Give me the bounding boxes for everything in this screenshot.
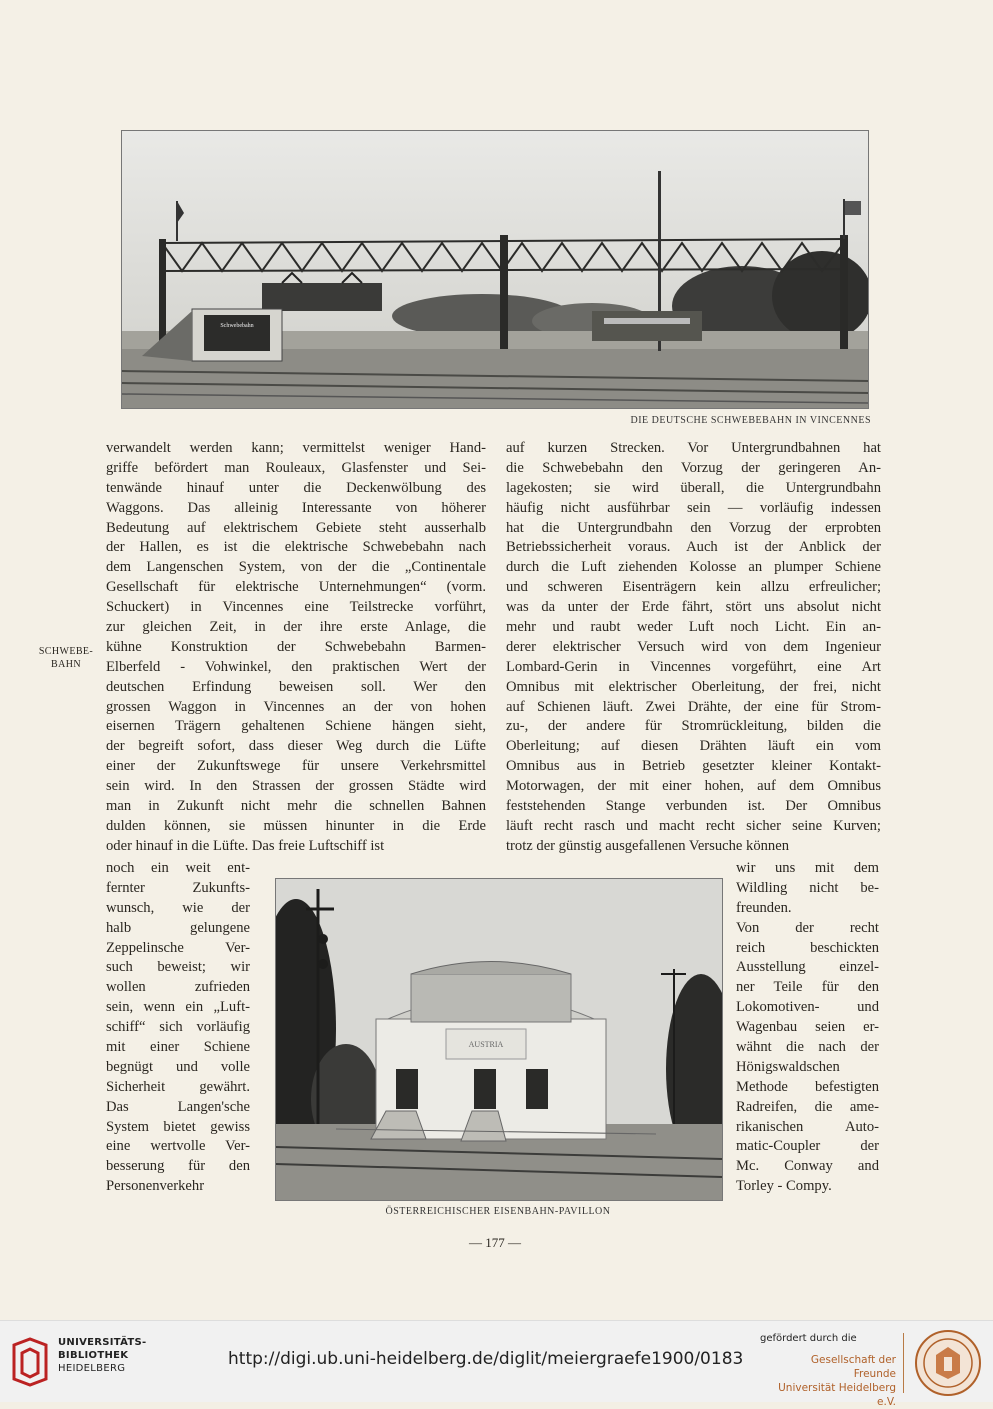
sponsor-name-line: Gesellschaft der Freunde [810,1354,896,1380]
text-line: hat die Untergrundbahn den Vorzug der erprobten [506,519,881,536]
text-line: Lokomotiven- und [736,999,879,1016]
text-line: feststehenden Stange verbunden ist. Der Omnibus [506,798,881,815]
text-line: grossen Waggon in Vincennes an der von hohen [106,698,486,715]
text-line: griffe befördert man Rouleaux, Glasfenster und Sei- [106,459,486,476]
text-line: Radreifen, die ame- [736,1098,879,1115]
pavilion-sign-text: AUSTRIA [468,1040,504,1049]
text-line: eine wertvolle Ver- [106,1138,250,1155]
text-line: Zeppelinsche Ver- [106,939,250,956]
library-name-line: UNIVERSITÄTS- [58,1337,147,1348]
library-name [58,1336,147,1375]
sponsor-label: gefördert durch die [760,1333,857,1344]
text-line: und schweren Eisenträgern kein allzu erfreulicher; [506,579,881,596]
text-line: Hönigswaldschen [736,1058,840,1075]
text-line: kühne Konstruktion der Schwebebahn Barmen- [106,638,486,655]
sponsor-name-line: Universität Heidelberg e.V. [778,1382,896,1408]
text-line: Sicherheit gewährt. [106,1078,250,1095]
right-column [506,439,881,857]
text-line: deutschen Erfindung beweisen soll. Wer den [106,678,486,695]
text-line: wollen zufrieden [106,979,250,996]
text-line: such beweist; wir [106,959,250,976]
text-line: derer elektrischer Versuch wird von dem Ingenieur [506,638,881,655]
text-line: Mc. Conway and [736,1158,879,1175]
text-line: der Hallen, es ist die elektrische Schwebebahn nach [106,539,486,556]
text-line: die Schwebebahn den Vorzug der geringeren An- [506,459,881,476]
text-line: ner Teile für den [736,979,879,996]
text-line: wähnt die nach der [736,1039,879,1056]
text-line: der begreift sofort, dass dieser Weg durch die Lüfte [106,738,486,755]
suspension-railway-photo [121,130,869,409]
permalink-url[interactable]: http://digi.ub.uni-heidelberg.de/diglit/meiergraefe1900/0183 [228,1349,744,1369]
text-line: mit einer Schiene [106,1039,250,1056]
photo1-caption: DIE DEUTSCHE SCHWEBEBAHN IN VINCENNES [630,415,871,426]
text-line: Von der recht [736,919,879,936]
text-line: schiff“ sich vorläufig [106,1019,250,1036]
text-line: freunden. [736,899,792,916]
text-line: halb gelungene [106,919,250,936]
text-line: mehr und raubt weder Luft noch Licht. Ein an- [506,619,881,636]
library-name-line: BIBLIOTHEK [58,1350,129,1361]
footer-bar [0,1320,993,1408]
footer-divider [903,1333,904,1393]
text-line: matic-Coupler der [736,1138,879,1155]
station-sign-text: Schwebebahn [220,323,254,329]
text-line: Gesellschaft für elektrische Unternehmungen“ (vorm. [106,579,486,596]
text-line: durch die Luft ziehenden Kolosse an plumper Schiene [506,559,881,576]
left-wrap-column [106,859,250,1197]
text-line: auf Schienen läuft. Zwei Drähte, der eine für Strom- [506,698,881,715]
text-line: Personenverkehr [106,1178,205,1195]
university-seal-icon [914,1329,982,1397]
text-line: läuft recht rasch und macht recht sicher seine Kurven; [506,817,881,834]
text-line: auf kurzen Strecken. Vor Untergrundbahnen hat [506,440,881,456]
library-name-line: HEIDELBERG [58,1363,126,1374]
text-line: Oberleitung; auf diesen Drähten läuft ein vom [506,738,881,755]
text-line: wir uns mit dem [736,860,879,876]
text-line: oder hinauf in die Lüfte. Das freie Luftschiff ist [106,837,385,854]
right-wrap-column [736,859,879,1197]
text-line: Lombard-Gerin in Vincennes vorgeführt, eine Art [506,658,881,675]
pavilion-photo [275,878,723,1201]
text-line: Methode befestigten [736,1078,879,1095]
marginal-line: SCHWEBE- [38,646,94,657]
text-line: zu-, der andere für Stromrückleitung, bilden die [506,718,881,735]
text-line: rikanischen Auto- [736,1118,879,1135]
text-line: Das Langen'sche [106,1098,250,1115]
text-line: eisernen Trägern gehaltenen Schiene hängen sieht, [106,718,486,735]
university-library-logo-icon [8,1335,52,1387]
page-number: — 177 — [469,1235,521,1250]
text-line: trotz der günstig ausgefallenen Versuche können [506,837,790,854]
text-line: tenwände hinauf unter die Deckenwölbung des [106,479,486,496]
text-line: reich beschickten [736,939,879,956]
text-line: dem Langenschen System, von der die „Continentale [106,559,486,576]
text-line: begnügt und volle [106,1058,250,1075]
text-line: sein wird. In den Strassen der grossen Städte wird [106,778,486,795]
text-line: Wagenbau seien er- [736,1019,879,1036]
text-line: sein, wenn ein „Luft- [106,999,250,1016]
text-line: besserung für den [106,1158,250,1175]
text-line: Schuckert) in Vincennes eine Teilstrecke vorführt, [106,599,486,616]
left-column [106,439,486,857]
text-line: was da unter der Erde fährt, stört uns absolut nicht [506,599,881,616]
text-line: noch ein weit ent- [106,860,250,876]
text-line: Waggons. Das alleinig Interessante von höherer [106,499,486,516]
text-line: Bedeutung auf elektrischem Gebiete steht ausserhalb [106,519,486,536]
text-line: lagekosten; sie wird überall, die Untergrundbahn [506,479,881,496]
text-line: zur gleichen Zeit, in der ihre erste Anlage, die [106,619,486,636]
text-line: man in Zukunft nicht mehr die schnellen Bahnen [106,798,486,815]
text-line: Torley - Compy. [736,1178,832,1195]
text-line: Elberfeld - Vohwinkel, den praktischen Wert der [106,658,486,675]
text-line: Betriebssicherheit voraus. Auch ist der Anblick der [506,539,881,556]
text-line: Motorwagen, der mit einer hohen, auf dem Omnibus [506,778,881,795]
text-line: häufig nicht ausführbar sein — vorläufig indessen [506,499,881,516]
text-line: verwandelt werden kann; vermittelst weniger Hand- [106,440,486,456]
text-line: Wildling nicht be- [736,879,879,896]
text-line: Omnibus mit elektrischer Oberleitung, der frei, nicht [506,678,881,695]
text-line: dulden können, sie müssen hinunter in die Erde [106,817,486,834]
marginal-note [30,645,102,671]
photo2-caption: ÖSTERREICHISCHER EISENBAHN-PAVILLON [385,1206,611,1217]
text-line: Omnibus aus in Betrieb gesetzter kleiner Kontakt- [506,758,881,775]
text-line: fernter Zukunfts- [106,879,250,896]
text-line: System bietet gewiss [106,1118,250,1135]
text-line: einer der Zukunftswege für unsere Verkehrsmittel [106,758,486,775]
text-line: Ausstellung einzel- [736,959,879,976]
text-line: wunsch, wie der [106,899,250,916]
marginal-line: BAHN [51,659,81,670]
